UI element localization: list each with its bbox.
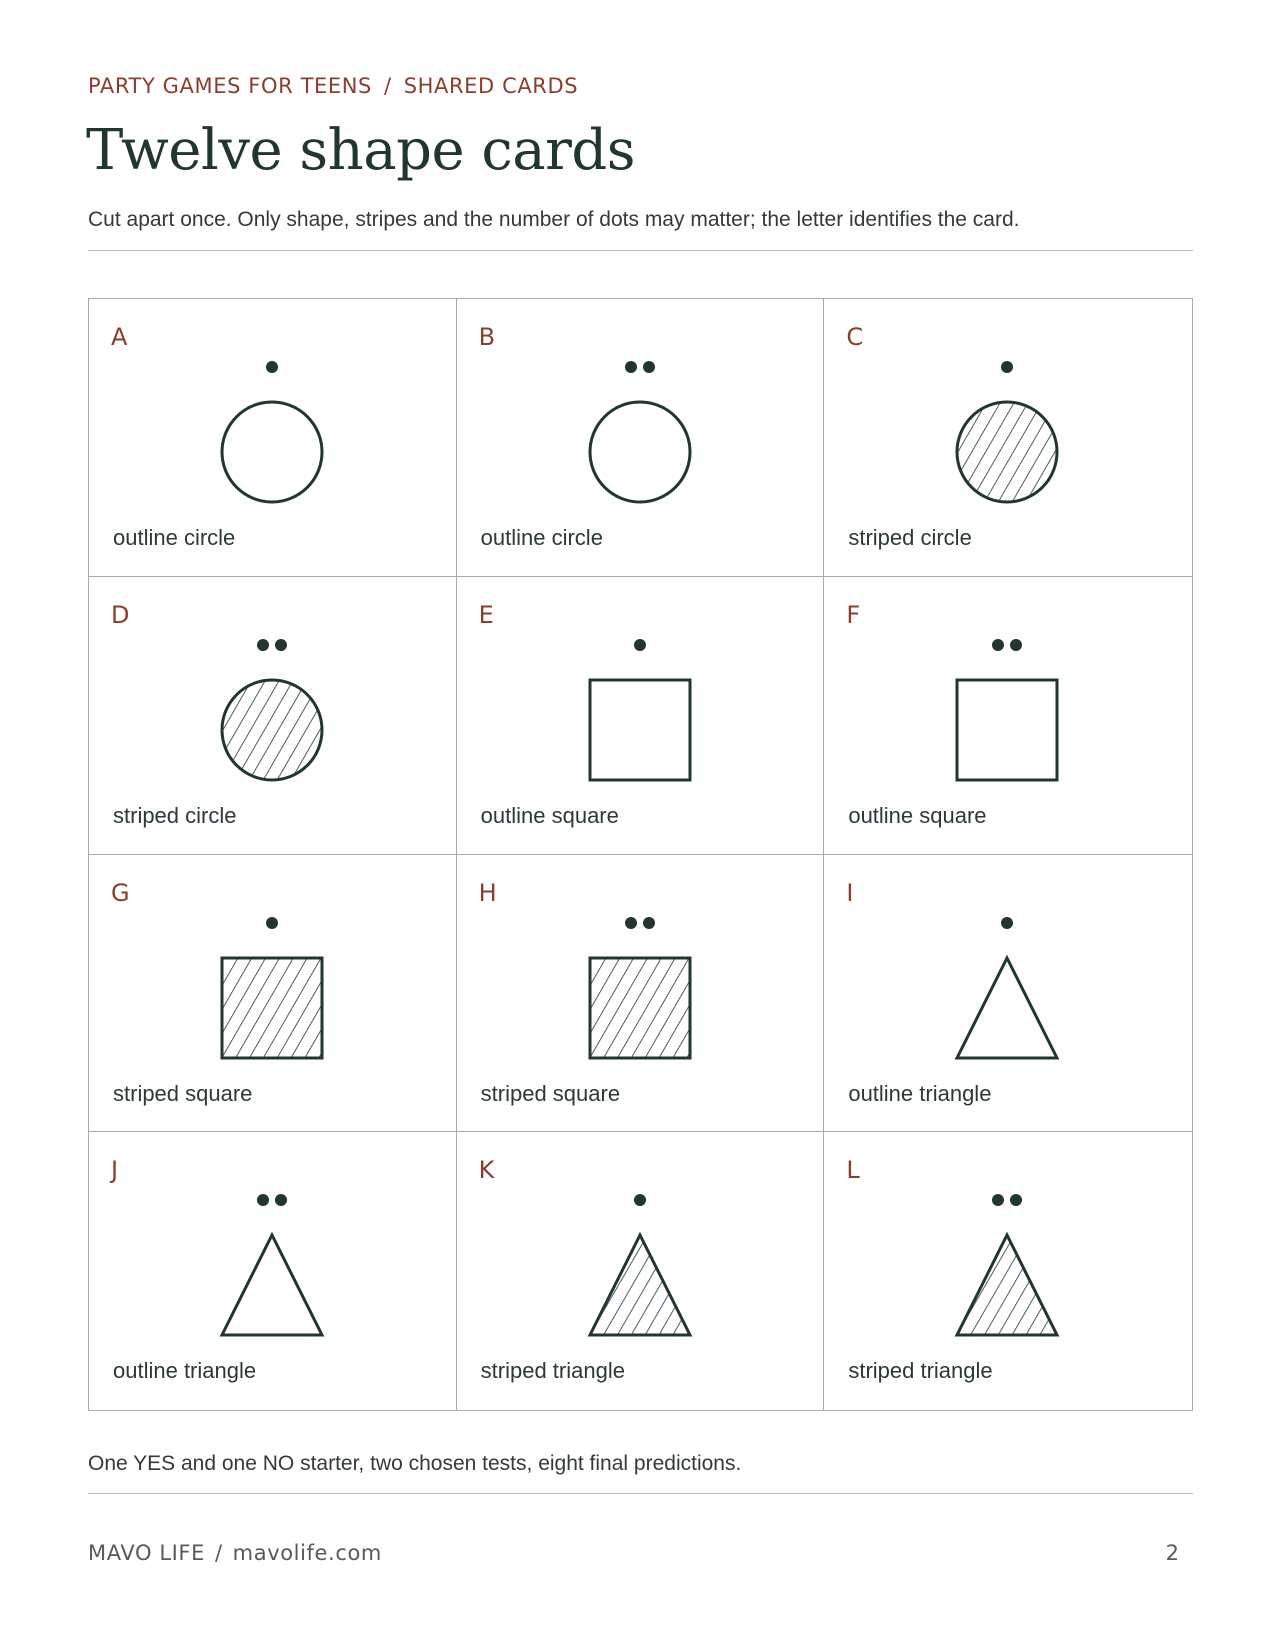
breadcrumb-item-page: SHARED CARDS <box>403 74 579 98</box>
dot-mark <box>1001 361 1013 373</box>
shape-card-a <box>89 299 457 577</box>
dot-mark <box>257 1194 269 1206</box>
outline-square-shape <box>590 680 690 780</box>
card-letter: L <box>846 1156 860 1185</box>
page-number: 2 <box>1165 1541 1179 1565</box>
striped-triangle-shape <box>590 1235 690 1335</box>
striped-triangle-shape <box>957 1235 1057 1335</box>
card-label: striped triangle <box>480 1358 625 1384</box>
breadcrumb-item-section: PARTY GAMES FOR TEENS <box>88 74 372 98</box>
outline-triangle-shape <box>957 958 1057 1058</box>
dot-mark <box>1010 639 1022 651</box>
shape-card-k <box>457 1132 825 1410</box>
card-letter: E <box>478 600 494 629</box>
footer-brand <box>88 1541 382 1565</box>
card-label: striped triangle <box>848 1358 993 1384</box>
outline-triangle-shape <box>222 1235 322 1335</box>
card-label: outline triangle <box>113 1358 257 1384</box>
card-label: striped square <box>480 1080 621 1106</box>
shape-card-b <box>457 299 825 577</box>
dot-mark <box>992 1194 1004 1206</box>
shape-card-i <box>824 855 1192 1133</box>
card-letter: C <box>846 323 864 351</box>
card-letter: A <box>111 323 128 351</box>
footer-site: mavolife.com <box>232 1541 382 1565</box>
footer-separator: / <box>214 1541 223 1565</box>
card-letter: G <box>111 878 130 907</box>
card-letter: F <box>846 600 861 629</box>
striped-square-shape <box>590 958 690 1058</box>
card-letter: H <box>478 878 497 907</box>
shape-card-c <box>824 299 1192 577</box>
page-title: Twelve shape cards <box>86 118 636 183</box>
card-label: striped circle <box>848 525 972 550</box>
page-subtitle: Cut apart once. Only shape, stripes and the number of dots may matter; the letter identifies the card. <box>88 208 1020 231</box>
dot-mark <box>257 639 269 651</box>
dot-mark <box>1001 917 1013 929</box>
outline-circle-shape <box>590 402 690 502</box>
footnote: One YES and one NO starter, two chosen tests, eight final predictions. <box>88 1452 742 1475</box>
footer-divider <box>88 1493 1193 1494</box>
shape-card-l <box>824 1132 1192 1410</box>
card-label: outline circle <box>480 525 603 550</box>
shape-card-h <box>457 855 825 1133</box>
dot-mark <box>1010 1194 1022 1206</box>
card-letter: D <box>111 600 130 629</box>
card-label: outline square <box>848 802 987 828</box>
dot-mark <box>625 361 637 373</box>
shape-card-f <box>824 577 1192 855</box>
dot-mark <box>625 917 637 929</box>
striped-circle-shape <box>222 680 322 780</box>
dot-mark <box>275 1194 287 1206</box>
dot-mark <box>643 361 655 373</box>
dot-mark <box>266 361 278 373</box>
striped-circle-shape <box>957 402 1057 502</box>
card-letter: B <box>478 323 496 351</box>
card-letter: K <box>478 1156 495 1185</box>
card-letter: J <box>111 1156 119 1185</box>
card-label: striped square <box>113 1080 253 1106</box>
dot-mark <box>634 639 646 651</box>
dot-mark <box>992 639 1004 651</box>
dot-mark <box>266 917 278 929</box>
outline-square-shape <box>957 680 1057 780</box>
dot-mark <box>643 917 655 929</box>
footer-brand-name: MAVO LIFE <box>88 1541 205 1565</box>
header-divider <box>88 250 1193 251</box>
breadcrumb-separator: / <box>384 74 392 98</box>
shape-card-g <box>89 855 457 1133</box>
shape-card-e <box>457 577 825 855</box>
outline-circle-shape <box>222 402 322 502</box>
card-letter: I <box>846 878 854 907</box>
card-label: outline triangle <box>848 1080 992 1106</box>
card-grid <box>88 298 1193 1411</box>
dot-mark <box>634 1194 646 1206</box>
card-label: outline circle <box>113 525 236 550</box>
card-label: outline square <box>480 802 619 828</box>
shape-card-j <box>89 1132 457 1410</box>
striped-square-shape <box>222 958 322 1058</box>
card-label: striped circle <box>113 802 237 828</box>
dot-mark <box>275 639 287 651</box>
breadcrumb <box>88 74 578 98</box>
shape-card-d <box>89 577 457 855</box>
